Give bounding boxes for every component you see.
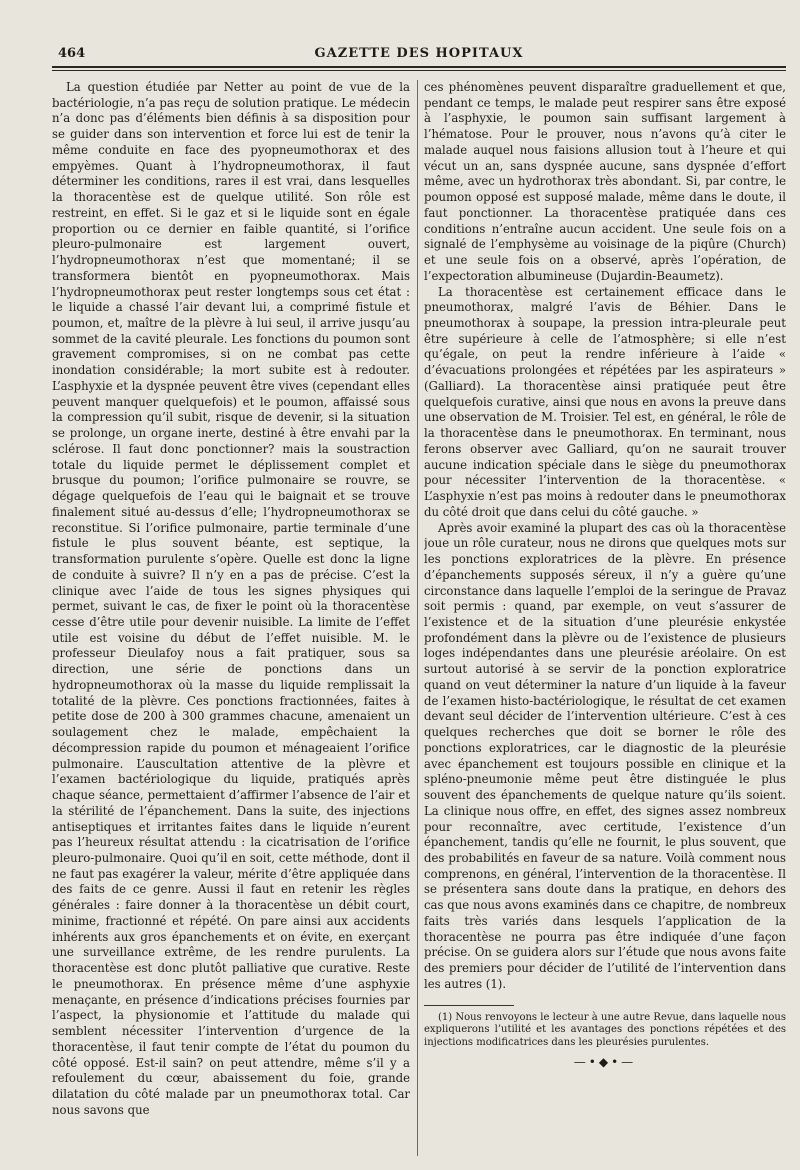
end-ornament: —•◆•— xyxy=(573,1055,637,1070)
right-column xyxy=(424,80,786,1162)
footnote: (1) Nous renvoyons le lecteur à une autre Revue, dans laquelle nous expliquerons l’utilité et les avantages des ponctions répétées et des injections modificatrices dans les pleurésies purulentes. xyxy=(424,1011,786,1048)
page-number: 464 xyxy=(58,46,86,61)
header-rule xyxy=(52,66,786,71)
journal-title: GAZETTE DES HOPITAUX xyxy=(314,46,524,61)
footnote-rule xyxy=(424,1005,514,1006)
running-head xyxy=(52,46,786,66)
right-paragraph-3: Après avoir examiné la plupart des cas où la thoracentèse joue un rôle curateur, nous ne dirons que quelques mots sur les ponctions exploratrices de la plèvre. En présence d’épanchements supposés séreux, il n’y a guère qu’une circonstance dans laquelle l’emploi de la seringue de Pravaz soit permis : quand, par exemple, on veut s’assurer de l’existence et de la situation d’une pleurésie enkystée profondément dans la plèvre ou de l’existence de plusieurs loges indépendantes dans une pleurésie aréolaire. On est surtout autorisé à se servir de la ponction exploratrice quand on veut déterminer la nature d’un liquide à la faveur de l’examen histo-bactériologique, le résultat de cet examen devant seul décider de l’intervention ultérieure. C’est à ces quelques recherches que doit se borner le rôle des ponctions exploratrices, car le diagnostic de la pleurésie avec épanchement est toujours possible en clinique et la spléno-pneumonie même peut être distinguée le plus souvent des épanchements de quelque nature qu’ils soient. La clinique nous offre, en effet, des signes assez nombreux pour reconnaître, avec certitude, l’existence d’un épanchement, tandis qu’elle ne fournit, le plus souvent, que des probabilités en faveur de sa nature. Voilà comment nous comprenons, en général, l’intervention de la thoracentèse. Il se présentera sans doute dans la pratique, en dehors des cas que nous avons examinés dans ce chapitre, de nombreux faits très variés dans lesquels l’application de la thoracentèse ne pourra pas être indiquée d’une façon précise. On se guidera alors sur l’étude que nous avons faite des premiers pour décider de l’utilité de l’intervention dans les autres (1). xyxy=(424,520,786,991)
left-column xyxy=(52,80,410,1162)
right-paragraph-1: ces phénomènes peuvent disparaître graduellement et que, pendant ce temps, le malade peut respirer sans être exposé à l’asphyxie, le poumon sain suffisant largement à l’hématose. Pour le prouver, nous n’avons qu’à citer le malade auquel nous faisions allusion tout à l’heure et qui vécut un an, sans dyspnée aucune, sans dyspnée d’effort même, avec un hydrothorax très abondant. Si, par contre, le poumon opposé est supposé malade, même dans le doute, il faut ponctionner. La thoracentèse pratiquée dans ces conditions n’entraîne aucun accident. Une seule fois on a signalé de l’emphysème au voisinage de la piqûre (Church) et une seule fois on a observé, après l’opération, de l’expectoration albumineuse (Dujardin-Beaumetz). xyxy=(424,80,786,283)
left-paragraph-1: La question étudiée par Netter au point de vue de la bactériologie, n’a pas reçu de solution pratique. Le médecin n’a donc pas d’éléments bien définis à sa disposition pour se guider dans son intervention et force lui est de tenir la même conduite en face des pyopneumothorax et des empyèmes. Quant à l’hydropneumothorax, il faut déterminer les conditions, rares il est vrai, dans lesquelles la thoracentèse est de quelque utilité. Son rôle est restreint, en effet. Si le gaz et si le liquide sont en égale proportion ou ce dernier en faible quantité, si l’orifice pleuro-pulmonaire est largement ouvert, l’hydropneumothorax n’est que momentané; il se transformera bientôt en pyopneumothorax. Mais l’hydropneumothorax peut rester longtemps sous cet état : le liquide a chassé l’air devant lui, a comprimé fistule et poumon, et, maître de la plèvre à lui seul, il arrive jusqu’au sommet de la cavité pleurale. Les fonctions du poumon sont gravement compromises, si on ne combat pas cette inondation considérable; la mort subite est à redouter. L’asphyxie et la dyspnée peuvent être vives (cependant elles peuvent manquer quelquefois) et le poumon, affaissé sous la compression qu’il subit, risque de devenir, si la situation se prolonge, un organe inerte, destiné à être envahi par la sclérose. Il faut donc ponctionner? mais la soustraction totale du liquide permet le déplissement complet et brusque du poumon; l’orifice pulmonaire se rouvre, se dégage quelquefois de l’eau qui le baignait et se trouve finalement situé au-dessus d’elle; l’hydropneumothorax se reconstitue. Si l’orifice pulmonaire, partie terminale d’une fistule le plus souvent béante, est septique, la transformation purulente s’opère. Quelle est donc la ligne de conduite à suivre? Il n’y en a pas de précise. C’est la clinique avec l’aide de tous les signes physiques qui permet, suivant le cas, de fixer le point où la thoracentèse cesse d’être utile pour devenir nuisible. La limite de l’effet utile est voisine du début de l’effet nuisible. M. le professeur Dieulafoy nous a fait pratiquer, sous sa direction, une série de ponctions dans un hydropneumothorax où la masse du liquide remplissait la totalité de la plèvre. Ces ponctions fractionnées, faites à petite dose de 200 à 300 grammes chacune, amenaient un soulagement chez le malade, empêchaient la décompression rapide du poumon et ménageaient l’orifice pulmonaire. L’auscultation attentive de la plèvre et l’examen bactériologique du liquide, pratiqués après chaque séance, permettaient d’affirmer l’absence de l’air et la stérilité de l’épanchement. Dans la suite, des injections antiseptiques et irritantes faites dans le liquide n’eurent pas l’heureux résultat attendu : la cicatrisation de l’orifice pleuro-pulmonaire. Quoi qu’il en soit, cette méthode, dont il ne faut pas exagérer la valeur, mérite d’être appliquée dans des faits de ce genre. Aussi il faut en retenir les règles générales : faire donner à la thoracentèse un débit court, minime, fractionné et répété. On pare ainsi aux accidents inhérents aux gros épanchements et on évite, en exerçant une surveillance extrême, de les rendre purulents. La thoracentèse est donc plutôt palliative que curative. Reste le pneumothorax. En présence même d’une asphyxie menaçante, en présence d’indications précises fournies par l’aspect, la physionomie et l’attitude du malade qui semblent nécessiter l’intervention d’urgence de la thoracentèse, il faut tenir compte de l’état du poumon du côté opposé. Est-il sain? on peut attendre, même s’il y a refoulement du cœur, abaissement du foie, grande dilatation du côté malade par un pneumothorax total. Car nous savons que xyxy=(52,80,410,1117)
right-paragraph-2: La thoracentèse est certainement efficace dans le pneumothorax, malgré l’avis de Béhier. Dans le pneumothorax à soupape, la pression intra-pleurale peut être supérieure à celle de l’atmosphère; si elle n’est qu’égale, on peut la rendre inférieure à l’aide « d’évacuations prolongées et répétées par les aspirateurs » (Galliard). La thoracentèse ainsi pratiquée peut être quelquefois curative, ainsi que nous en avons la preuve dans une observation de M. Troisier. Tel est, en général, le rôle de la thoracentèse dans le pneumothorax. En terminant, nous ferons observer avec Galliard, qu’on ne saurait trouver aucune indication spéciale dans le siège du pneumothorax pour nécessiter l’intervention de la thoracentèse. « L’asphyxie n’est pas moins à redouter dans le pneumothorax du côté droit que dans celui du côté gauche. » xyxy=(424,284,786,519)
column-divider xyxy=(417,80,418,1156)
text-columns xyxy=(52,80,786,1162)
